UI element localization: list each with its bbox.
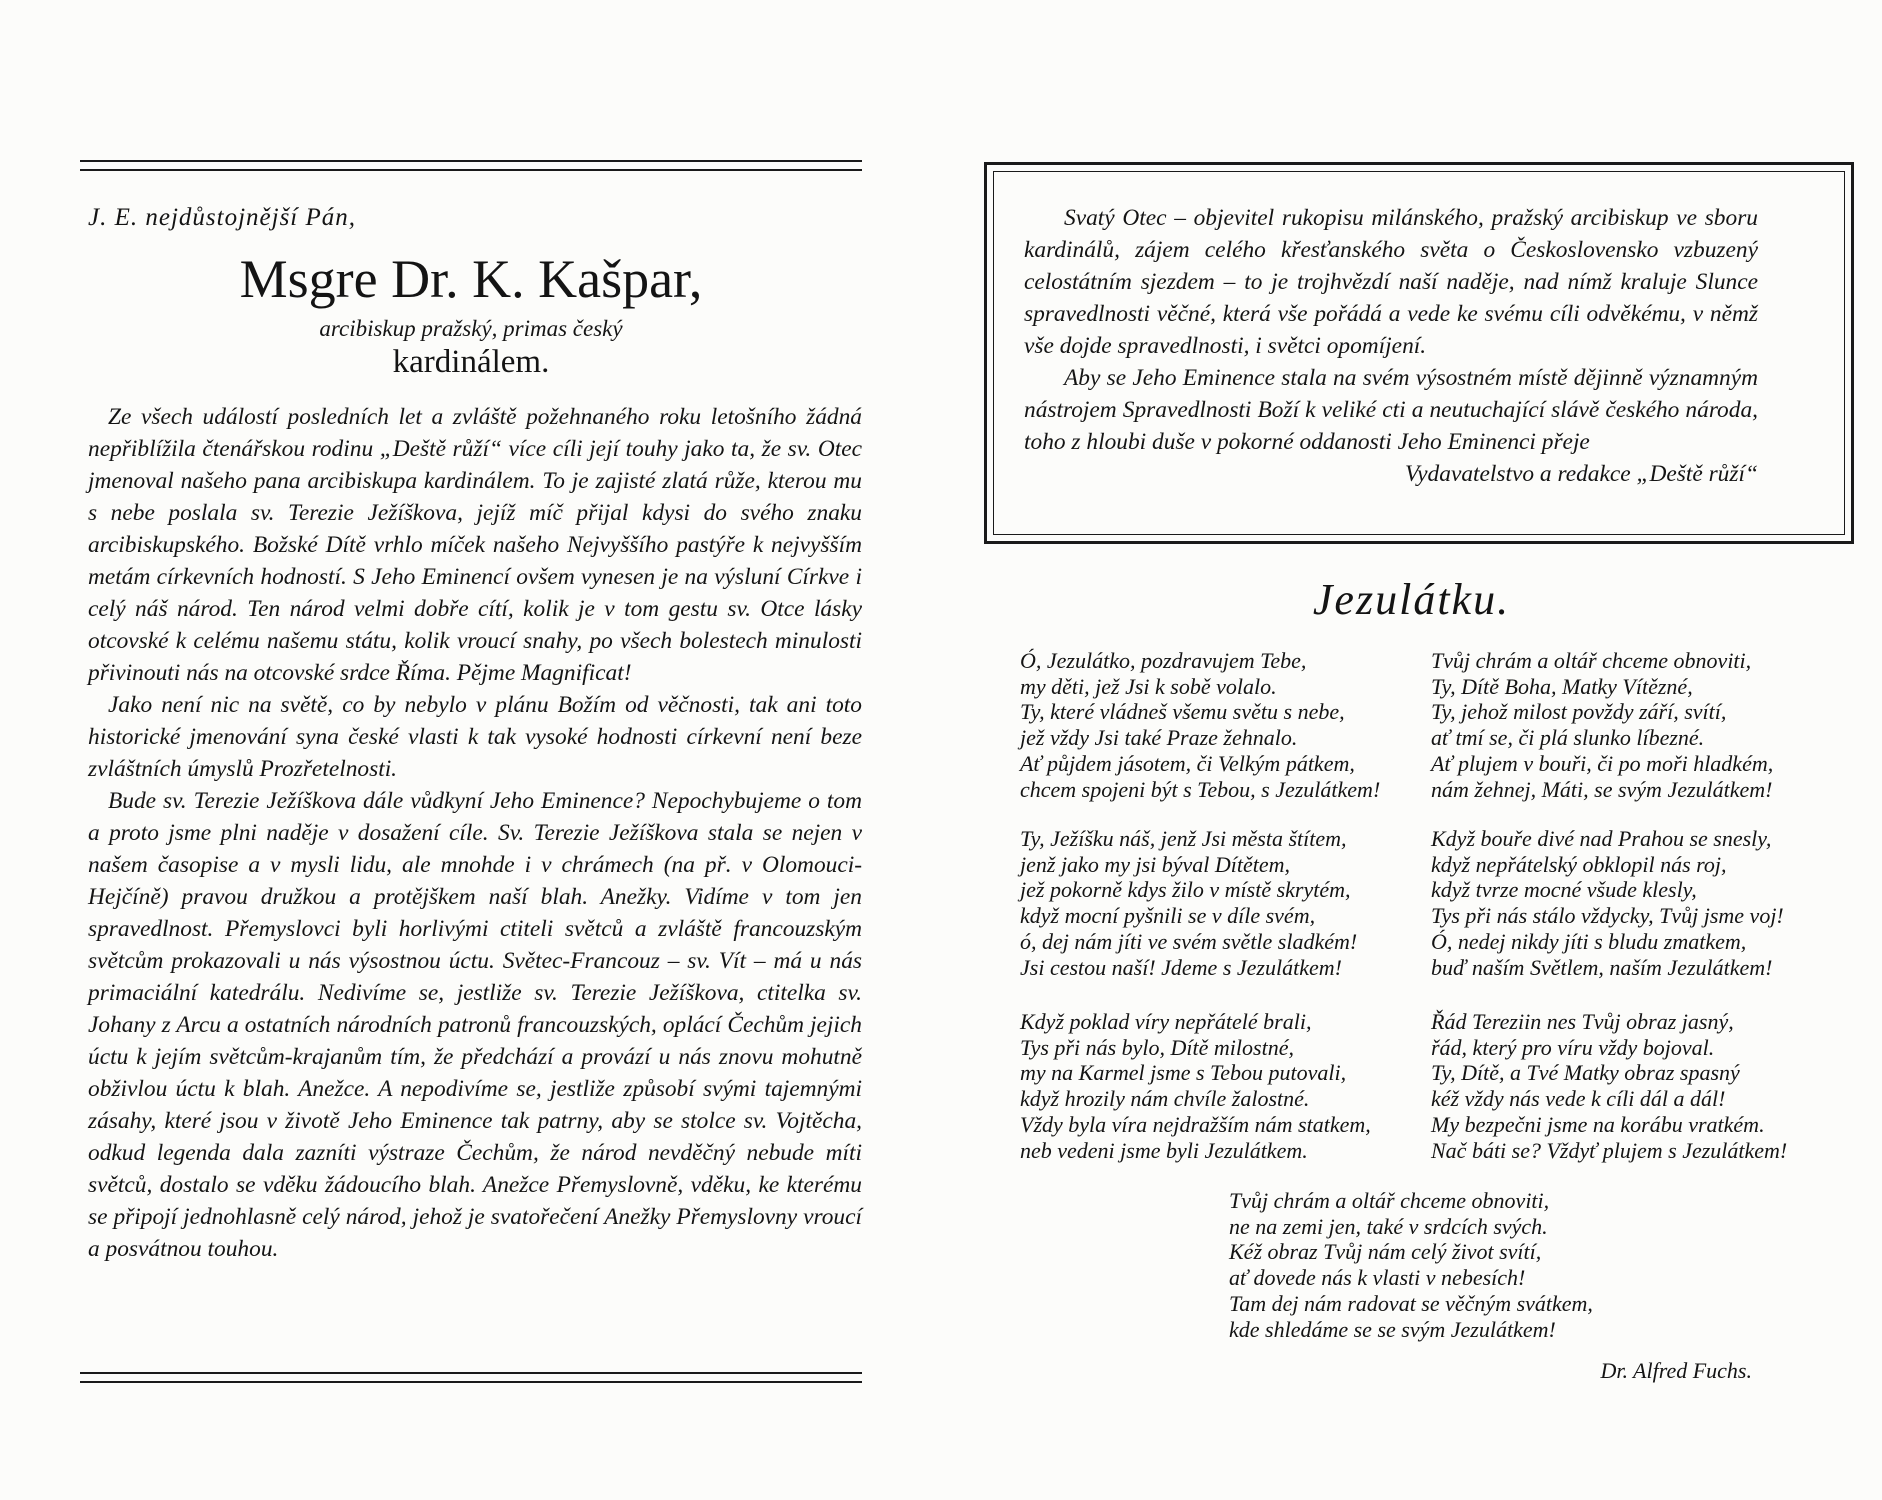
poem-line: když nepřátelský obklopil nás roj, xyxy=(1431,851,1727,877)
poem-line: Řád Tereziin nes Tvůj obraz jasný, xyxy=(1431,1009,1734,1034)
dedication-signature: Vydavatelstvo a redakce „Deště růží“ xyxy=(1405,461,1758,487)
poem-line: chcem spojeni být s Tebou, s Jezulátkem! xyxy=(1020,776,1381,802)
cardinal-role: arcibiskup pražský, primas český xyxy=(319,316,623,341)
poem-line: kéž vždy nás vede k cíli dál a dál! xyxy=(1431,1086,1726,1112)
poem-author: Dr. Alfred Fuchs. xyxy=(1600,1358,1752,1383)
poem-line: když mocní pyšnili se v díle svém, xyxy=(1020,903,1316,929)
cardinal-title: kardinálem. xyxy=(392,344,550,380)
poem-line: Ó, Jezulátko, pozdravujem Tebe, xyxy=(1020,648,1307,673)
poem-line: My bezpečni jsme na korábu vratkém. xyxy=(1431,1111,1765,1137)
poem-line: Tvůj chrám a oltář chceme obnoviti, xyxy=(1229,1188,1550,1213)
poem-line: Tys při nás bylo, Dítě milostné, xyxy=(1020,1034,1294,1060)
poem-stanza-7 xyxy=(1229,1188,1593,1342)
poem-line: Jsi cestou naší! Jdeme s Jezulátkem! xyxy=(1020,954,1342,980)
poem-line: my na Karmel jsme s Tebou putovali, xyxy=(1020,1060,1347,1086)
article-paragraph-1: Ze všech událostí posledních let a zvláště požehnaného roku letošního žádná nepřiblížila čtenářskou rodinu „Deště růží“ více cíli její touhy jako ta, že sv. Otec jmenoval našeho pana arcibiskupa kardinálem. To je zajisté zlatá růže, kterou mu s nebe poslala sv. Terezie Ježíškova, jejíž míč přijal kdysi do svého znaku arcibiskupského. Božské Dítě vrhlo míček našeho Nejvyššího pastýře k nejvyšším metám církevních hodností. S Jeho Eminencí ovšem vynesen je na výsluní Církve i celý náš národ. Ten národ velmi dobře cítí, kolik je v tom gestu sv. Otce lásky otcovské k celému našemu státu, kolik vroucí snahy, po všech bolestech minulosti přivinouti nás na otcovské srdce Říma. Pějme Magnificat! xyxy=(88,404,862,686)
article-paragraph-3: Bude sv. Terezie Ježíškova dále vůdkyní Jeho Eminence? Nepochybujeme o tom a proto jsme plni naděje v dosažení cíle. Sv. Terezie Ježíškova stala se nejen v našem časopise a v mysli lidu, ale mnohde i v chrámech (na př. v Olomouci-Hejčíně) pravou družkou a protějškem naší blah. Anežky. Vidíme v tom jen spravedlnost. Přemyslovci byli horlivými ctiteli světců a zvláště francouzským světcům prokazovali u nás výsostnou úctu. Světec-Francouz – sv. Vít – má u nás primaciální katedrálu. Nedivíme se, jestliže sv. Terezie Ježíškova, ctitelka sv. Johany z Arcu a ostatních národních patronů francouzských, oplácí Čechům jejich úctu k jejím světcům-krajanům tím, že předchází a provází u nás znovu mohutně obživlou úctu k blah. Anežce. A nepodivíme se, jestliže způsobí svými tajemnými zásahy, které jsou v životě Jeho Eminence tak patrny, aby se stolce sv. Vojtěcha, odkud legenda dala zazníti výstraze Čechům, že národ nevděčný nebude míti světců, dostalo se vděku žádoucího blah. Anežce Přemyslovně, vděku, ke kterému se připojí jednohlasně celý národ, jehož je svatořečení Anežky Přemyslovny vroucí a posvátnou touhou. xyxy=(88,788,862,1262)
greeting: J. E. nejdůstojnější Pán, xyxy=(88,204,357,231)
poem-line: ať dovede nás k vlasti v nebesích! xyxy=(1229,1265,1526,1291)
poem-line: neb vedeni jsme byli Jezulátkem. xyxy=(1020,1137,1308,1163)
poem-line: Ať plujem v bouři, či po moři hladkém, xyxy=(1431,750,1774,776)
poem-line: Tvůj chrám a oltář chceme obnoviti, xyxy=(1431,648,1752,673)
poem-line: jež pokorně kdys žilo v místě skrytém, xyxy=(1020,877,1351,903)
poem-line: Když poklad víry nepřátelé brali, xyxy=(1020,1009,1312,1034)
poem-stanza-4 xyxy=(1431,826,1784,980)
poem-line: Kéž obraz Tvůj nám celý život svítí, xyxy=(1229,1239,1542,1265)
top-double-rule xyxy=(80,160,862,171)
poem-line: jež vždy Jsi také Praze žehnalo. xyxy=(1020,725,1298,751)
dedication-paragraph-1: Svatý Otec – objevitel rukopisu milánského, pražský arcibiskup ve sboru kardinálů, zájem celého křesťanského světa o Československo vzbuzený celostátním sjezdem – to je trojhvězdí naší naděje, nad nímž kraluje Slunce spravedlnosti věčné, která vše pořádá a vede ke svému cíli odvěkému, v němž vše dojde spravedlnosti, i světci opomíjení. xyxy=(1024,205,1758,359)
poem-title: Jezulátku. xyxy=(1312,575,1511,624)
poem-line: ať tmí se, či plá slunko líbezné. xyxy=(1431,725,1705,751)
poem-line: kde shledáme se se svým Jezulátkem! xyxy=(1229,1316,1556,1342)
poem-line: řád, který pro víru vždy bojoval. xyxy=(1431,1034,1715,1060)
poem-stanza-5 xyxy=(1020,1009,1371,1163)
poem-line: Ty, Ježíšku náš, jenž Jsi města štítem, xyxy=(1020,826,1347,851)
cardinal-name: Msgre Dr. K. Kašpar, xyxy=(239,249,703,309)
poem-line: Ať půjdem jásotem, či Velkým pátkem, xyxy=(1020,750,1355,776)
poem-line: Když bouře divé nad Prahou se snesly, xyxy=(1431,826,1772,851)
poem-line: Vždy byla víra nejdražším nám statkem, xyxy=(1020,1111,1371,1137)
dedication-text xyxy=(1024,202,1758,490)
poem-line: Ó, nedej nikdy jíti s bludu zmatkem, xyxy=(1431,928,1747,954)
dedication-paragraph-2: Aby se Jeho Eminence stala na svém výsostném místě dějinně významným nástrojem Spravedlnosti Boží k veliké cti a neutuchající slávě českého národa, toho z hloubi duše v pokorné oddanosti Jeho Eminenci přeje xyxy=(1024,365,1758,455)
poem-line: Tam dej nám radovat se věčným svátkem, xyxy=(1229,1290,1593,1316)
poem-stanza-3 xyxy=(1020,826,1357,980)
poem-line: ne na zemi jen, také v srdcích svých. xyxy=(1229,1213,1548,1239)
poem-line: Tys při nás stálo vždycky, Tvůj jsme voj! xyxy=(1431,903,1784,929)
poem-line: nám žehnej, Máti, se svým Jezulátkem! xyxy=(1431,776,1773,802)
poem-line: ó, dej nám jíti ve svém světle sladkém! xyxy=(1020,928,1358,954)
poem-line: Ty, Dítě Boha, Matky Vítězné, xyxy=(1431,673,1693,699)
poem-line: Ty, které vládneš všemu světu s nebe, xyxy=(1020,699,1345,725)
poem-stanza-2 xyxy=(1431,648,1773,802)
poem-line: Ty, jehož milost povždy září, svítí, xyxy=(1431,699,1727,725)
poem-stanza-1 xyxy=(1020,648,1380,802)
article-body xyxy=(88,401,862,1265)
poem-line: jenž jako my jsi býval Dítětem, xyxy=(1020,851,1291,877)
poem-line: Ty, Dítě, a Tvé Matky obraz spasný xyxy=(1431,1060,1740,1086)
poem-line: buď naším Světlem, naším Jezulátkem! xyxy=(1431,954,1773,980)
poem-stanza-6 xyxy=(1431,1009,1787,1163)
right-page xyxy=(941,0,1882,1500)
article-paragraph-2: Jako není nic na světě, co by nebylo v plánu Božím od věčnosti, tak ani toto historické jmenování syna české vlasti k tak vysoké hodnosti církevní není beze zvláštních úmyslů Prozřetelnosti. xyxy=(88,692,862,782)
poem-line: když hrozily nám chvíle žalostné. xyxy=(1020,1086,1310,1112)
poem-line: Nač báti se? Vždyť plujem s Jezulátkem! xyxy=(1431,1137,1788,1163)
poem-line: my děti, jež Jsi k sobě volalo. xyxy=(1020,673,1277,699)
bottom-double-rule xyxy=(80,1372,862,1383)
poem-line: když tvrze mocné všude klesly, xyxy=(1431,877,1697,903)
